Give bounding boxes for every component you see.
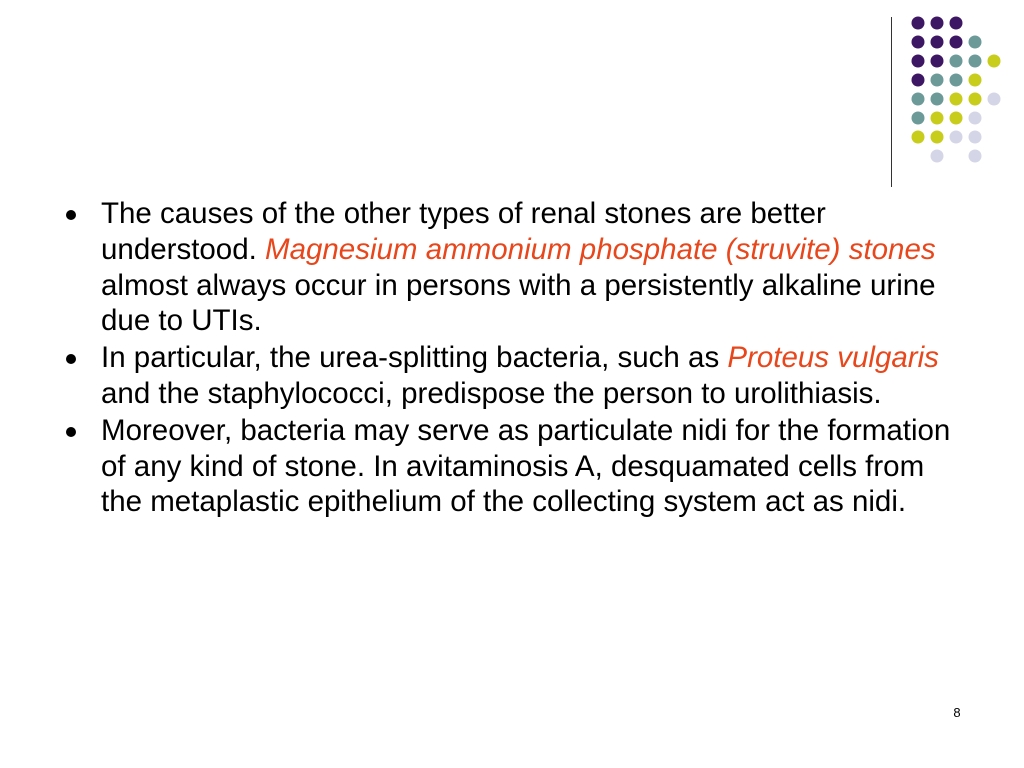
page-number: 8 [953,705,961,720]
decorative-dot [931,150,944,163]
decorative-dot [912,93,925,106]
emphasized-term: Proteus vulgaris [727,341,939,375]
bullet-point [62,413,972,520]
bullet-text: Moreover, bacteria may serve as particulate nidi for the formation of any kind of stone. In avitaminosis A, desquamated cells from the metaplastic epithelium of the collecting system act as nidi. [101,413,951,519]
decorative-dot [912,131,925,144]
decorative-dot [969,93,982,106]
decorative-dot [931,36,944,49]
decorative-dot [931,17,944,30]
decorative-dot [912,17,925,30]
bullet-text: and the staphylococci, predispose the person to urolithiasis. [101,376,882,410]
bullet-text: The causes of the other types of renal stones are better understood. [101,197,826,266]
divider-line [891,17,892,187]
decorative-dot [969,55,982,68]
decorative-dot [912,55,925,68]
decorative-dot [969,150,982,163]
decorative-dot [931,131,944,144]
decorative-dot [988,55,1001,68]
decorative-dot [912,112,925,125]
bullet-text: almost always occur in persons with a persistently alkaline urine due to UTIs. [101,268,936,338]
bullet-point [62,196,972,339]
decorative-dot [950,55,963,68]
decorative-dot [950,112,963,125]
decorative-dot [931,74,944,87]
emphasized-term: Magnesium ammonium phosphate (struvite) stones [265,232,936,266]
decorative-dot [950,36,963,49]
decorative-dot [969,36,982,49]
decorative-dot [931,112,944,125]
decorative-dot [950,131,963,144]
bullet-text: In particular, the urea-splitting bacteria, such as [101,341,728,375]
bullet-point [62,340,972,412]
decorative-dot [988,93,1001,106]
decorative-dot [931,55,944,68]
decorative-dot-grid [0,0,1024,200]
decorative-dot [931,93,944,106]
decorative-dot [969,131,982,144]
decorative-dot [950,74,963,87]
slide-body [62,196,972,521]
decorative-dot [912,36,925,49]
decorative-dot [950,93,963,106]
decorative-dot [969,112,982,125]
decorative-dot [912,74,925,87]
decorative-dot [950,17,963,30]
decorative-dot [969,74,982,87]
